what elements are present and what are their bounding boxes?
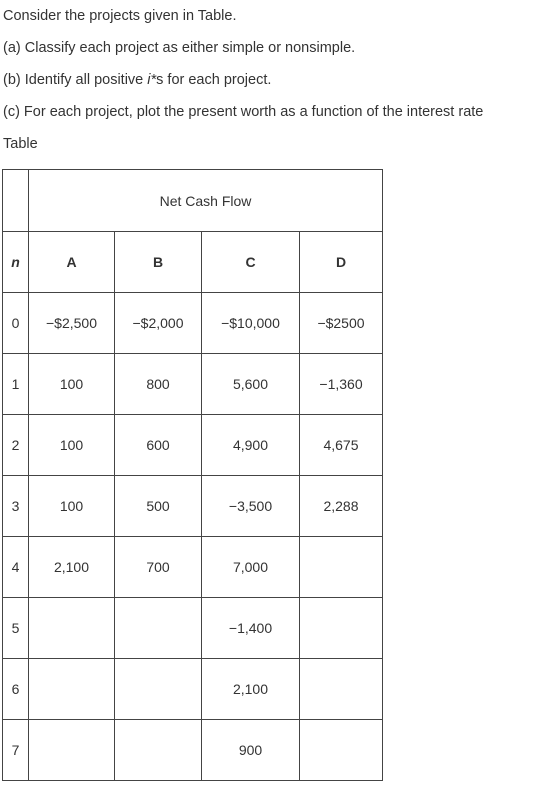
part-b-variable: i* [147, 72, 157, 88]
cash-flow-cell-a: −$2,500 [29, 293, 115, 354]
cash-flow-cell-c: −$10,000 [202, 293, 300, 354]
cash-flow-cell-b: 700 [115, 537, 202, 598]
cash-flow-cell-d [300, 598, 383, 659]
column-header-a: A [29, 232, 115, 293]
n-column-header: n [3, 232, 29, 293]
cash-flow-cell-b: 600 [115, 415, 202, 476]
table-column-header-row [3, 232, 383, 293]
cash-flow-cell-c: 900 [202, 720, 300, 781]
net-cash-flow-header: Net Cash Flow [29, 170, 383, 232]
period-cell: 5 [3, 598, 29, 659]
cash-flow-cell-d [300, 659, 383, 720]
cash-flow-cell-a [29, 720, 115, 781]
period-cell: 3 [3, 476, 29, 537]
period-cell: 2 [3, 415, 29, 476]
cash-flow-cell-a [29, 598, 115, 659]
cash-flow-cell-b [115, 720, 202, 781]
table-row [3, 476, 383, 537]
cash-flow-cell-c: 5,600 [202, 354, 300, 415]
cash-flow-cell-d: 2,288 [300, 476, 383, 537]
problem-part-a: (a) Classify each project as either simple or nonsimple. [3, 40, 356, 56]
column-header-d: D [300, 232, 383, 293]
table-corner-cell [3, 170, 29, 232]
cash-flow-table [2, 169, 383, 781]
cash-flow-cell-b: 500 [115, 476, 202, 537]
cash-flow-cell-d [300, 720, 383, 781]
table-row [3, 415, 383, 476]
cash-flow-cell-b: −$2,000 [115, 293, 202, 354]
cash-flow-cell-a [29, 659, 115, 720]
table-row [3, 354, 383, 415]
column-header-b: B [115, 232, 202, 293]
cash-flow-cell-a: 100 [29, 415, 115, 476]
cash-flow-cell-a: 2,100 [29, 537, 115, 598]
table-row [3, 293, 383, 354]
cash-flow-cell-c: 7,000 [202, 537, 300, 598]
cash-flow-cell-a: 100 [29, 354, 115, 415]
period-cell: 0 [3, 293, 29, 354]
table-row [3, 598, 383, 659]
cash-flow-cell-c: −1,400 [202, 598, 300, 659]
problem-part-b [3, 64, 553, 96]
period-cell: 1 [3, 354, 29, 415]
table-row [3, 659, 383, 720]
cash-flow-cell-a: 100 [29, 476, 115, 537]
problem-statement [3, 0, 553, 160]
cash-flow-cell-c: −3,500 [202, 476, 300, 537]
problem-part-c: (c) For each project, plot the present worth as a function of the interest rate [3, 104, 484, 120]
part-b-prefix: (b) Identify all positive [3, 72, 148, 88]
problem-intro: Consider the projects given in Table. [3, 8, 237, 24]
period-cell: 6 [3, 659, 29, 720]
table-caption: Table [3, 136, 38, 152]
cash-flow-cell-b: 800 [115, 354, 202, 415]
table-row [3, 537, 383, 598]
table-row [3, 720, 383, 781]
period-cell: 7 [3, 720, 29, 781]
cash-flow-cell-d: −$2500 [300, 293, 383, 354]
cash-flow-cell-c: 2,100 [202, 659, 300, 720]
column-header-c: C [202, 232, 300, 293]
period-cell: 4 [3, 537, 29, 598]
cash-flow-cell-d: −1,360 [300, 354, 383, 415]
cash-flow-cell-d [300, 537, 383, 598]
cash-flow-cell-d: 4,675 [300, 415, 383, 476]
part-b-suffix: s for each project. [156, 72, 272, 88]
table-group-header-row [3, 170, 383, 232]
cash-flow-cell-c: 4,900 [202, 415, 300, 476]
cash-flow-cell-b [115, 659, 202, 720]
cash-flow-cell-b [115, 598, 202, 659]
